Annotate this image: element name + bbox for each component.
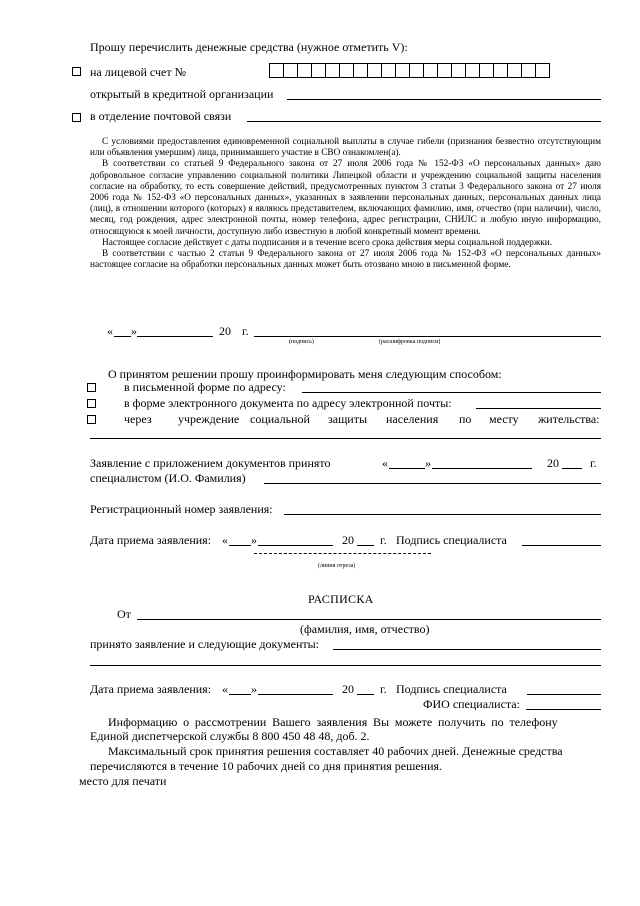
consent-date-close-quote: » xyxy=(131,324,137,338)
post-office-label: в отделение почтовой связи xyxy=(90,109,232,123)
receipt-info-line-2: Единой диспетчерской службы 8 800 450 48 48, доб. 2. xyxy=(90,729,370,743)
receipt-year-field[interactable] xyxy=(357,694,374,695)
notify-office-word-8: жительства: xyxy=(538,412,600,426)
acceptance-line-2: специалистом (И.О. Фамилия) xyxy=(90,471,246,485)
receipt-term-line-1: Максимальный срок принятия решения составляет 40 рабочих дней. Денежные средства xyxy=(108,744,563,758)
acceptance-year-suffix: г. xyxy=(590,456,597,470)
notify-office-word-4: защиты xyxy=(328,412,368,426)
reception-signature-field[interactable] xyxy=(522,545,601,546)
acceptance-open-quote: « xyxy=(382,456,388,470)
reception-year-field[interactable] xyxy=(357,545,374,546)
receipt-info-line-1: Информацию о рассмотрении Вашего заявления Вы можете получить по телефону xyxy=(108,715,558,729)
consent-year-suffix: г. xyxy=(242,324,249,338)
receipt-from-field[interactable] xyxy=(137,619,601,620)
account-checkbox[interactable] xyxy=(72,67,81,76)
notify-email-label: в форме электронного документа по адресу электронной почты: xyxy=(124,396,452,410)
reception-open-quote: « xyxy=(222,533,228,547)
receipt-documents-field-1[interactable] xyxy=(333,649,601,650)
notify-office-word-1: через xyxy=(124,412,152,426)
notify-mail-address-field[interactable] xyxy=(302,392,601,393)
post-office-checkbox[interactable] xyxy=(72,113,81,122)
receipt-specialist-fio-label: ФИО специалиста: xyxy=(423,697,520,711)
consent-month-field[interactable] xyxy=(137,336,213,337)
consent-signature-field[interactable] xyxy=(254,336,601,337)
bank-label: открытый в кредитной организации xyxy=(90,87,274,101)
notify-office-checkbox[interactable] xyxy=(87,415,96,424)
receipt-title: РАСПИСКА xyxy=(308,592,374,606)
notify-office-field[interactable] xyxy=(90,438,601,439)
registration-label: Регистрационный номер заявления: xyxy=(90,502,273,516)
notify-office-word-3: социальной xyxy=(250,412,310,426)
notify-office-word-7: месту xyxy=(489,412,519,426)
bank-name-field[interactable] xyxy=(287,99,601,100)
reception-year-prefix: 20 xyxy=(342,533,354,547)
notify-office-word-2: учреждение xyxy=(178,412,240,426)
acceptance-year-prefix: 20 xyxy=(547,456,559,470)
registration-number-field[interactable] xyxy=(284,514,601,515)
receipt-term-line-2: перечисляются в течение 10 рабочих дней со дня принятия решения. xyxy=(90,759,443,773)
cut-line xyxy=(254,553,431,554)
receipt-date-label: Дата приема заявления: xyxy=(90,682,212,696)
receipt-open-quote: « xyxy=(222,682,228,696)
reception-signature-label: Подпись специалиста xyxy=(396,533,507,547)
receipt-month-field[interactable] xyxy=(258,694,333,695)
receipt-close-quote: » xyxy=(251,682,257,696)
acceptance-year-field[interactable] xyxy=(562,468,582,469)
receipt-documents-field-2[interactable] xyxy=(90,665,601,666)
account-number-cells[interactable] xyxy=(269,63,550,78)
account-label: на лицевой счет № xyxy=(90,65,187,79)
specialist-name-field[interactable] xyxy=(264,483,601,484)
notify-mail-checkbox[interactable] xyxy=(87,383,96,392)
notify-office-word-6: по xyxy=(459,412,472,426)
receipt-signature-field[interactable] xyxy=(527,694,601,695)
consent-acknowledgement: С условиями предоставления единовременной социальной выплаты в случае гибели (признания безвестно отсутствующим или объявления умершим) лица, принимавшего участие в СВО ознакомлен(а). xyxy=(90,137,601,159)
receipt-signature-label: Подпись специалиста xyxy=(396,682,507,696)
consent-revocation: В соответствии с частью 2 статьи 9 Федерального закона от 27 июля 2006 года № 152-ФЗ «О персональных данных» настоящее согласие на обработки персональных данных может быть отозвано мною в письменной форме. xyxy=(90,249,601,271)
notify-office-word-5: населения xyxy=(386,412,439,426)
post-office-field[interactable] xyxy=(247,121,601,122)
reception-date-label: Дата приема заявления: xyxy=(90,533,212,547)
receipt-from-label: От xyxy=(117,607,131,621)
reception-year-suffix: г. xyxy=(380,533,387,547)
notify-heading: О принятом решении прошу проинформировать меня следующим способом: xyxy=(108,367,502,381)
receipt-stamp-place: место для печати xyxy=(79,774,167,788)
receipt-fio-caption: (фамилия, имя, отчество) xyxy=(300,622,430,636)
notify-email-field[interactable] xyxy=(476,408,601,409)
cut-line-caption: (линия отреза) xyxy=(318,563,356,569)
receipt-year-prefix: 20 xyxy=(342,682,354,696)
acceptance-month-field[interactable] xyxy=(432,468,532,469)
notify-email-checkbox[interactable] xyxy=(87,399,96,408)
signature-decoding-caption: (расшифровка подписи) xyxy=(379,339,441,345)
signature-caption: (подпись) xyxy=(289,339,314,345)
consent-date-open-quote: « xyxy=(107,324,113,338)
acceptance-day-field[interactable] xyxy=(389,468,425,469)
consent-text xyxy=(90,137,601,271)
reception-close-quote: » xyxy=(251,533,257,547)
receipt-day-field[interactable] xyxy=(229,694,251,695)
acceptance-close-quote: » xyxy=(425,456,431,470)
acceptance-line-1: Заявление с приложением документов принято xyxy=(90,456,331,470)
payment-heading: Прошу перечислить денежные средства (нужное отметить V): xyxy=(90,40,408,54)
receipt-accepted-label: принято заявление и следующие документы: xyxy=(90,637,320,651)
reception-day-field[interactable] xyxy=(229,545,251,546)
notify-mail-label: в письменной форме по адресу: xyxy=(124,380,286,394)
consent-year-prefix: 20 xyxy=(219,324,231,338)
reception-month-field[interactable] xyxy=(258,545,333,546)
receipt-specialist-fio-field[interactable] xyxy=(526,709,601,710)
receipt-year-suffix: г. xyxy=(380,682,387,696)
consent-day-field[interactable] xyxy=(114,336,131,337)
consent-validity: Настоящее согласие действует с даты подписания и в течение всего срока действия меры социальной поддержки. xyxy=(102,237,553,248)
consent-personal-data: В соответствии со статьей 9 Федерального закона от 27 июля 2006 года № 152-ФЗ «О персональных данных» даю добровольное согласие управлению социальной политики Липецкой области и учреждению социальной защиты населения согласие на обработку, то есть совершение действий, предусмотренных пунктом 3 статьи 3 Федерального закона от 27 июля 2006 года № 152-ФЗ «О персональных данных», указанных в заявлении персональных данных, персональных данных лица (лиц), в отношении которого (которых) я являюсь представителем, включающих фамилию, имя, отчество (при наличии), число, месяц, год рождения, адрес электронной почты, номер телефона, адрес регистрации, СНИЛС и любую иную информацию, относящуюся к моей личности, доступную либо известную в любой конкретный момент времени. xyxy=(90,159,601,237)
